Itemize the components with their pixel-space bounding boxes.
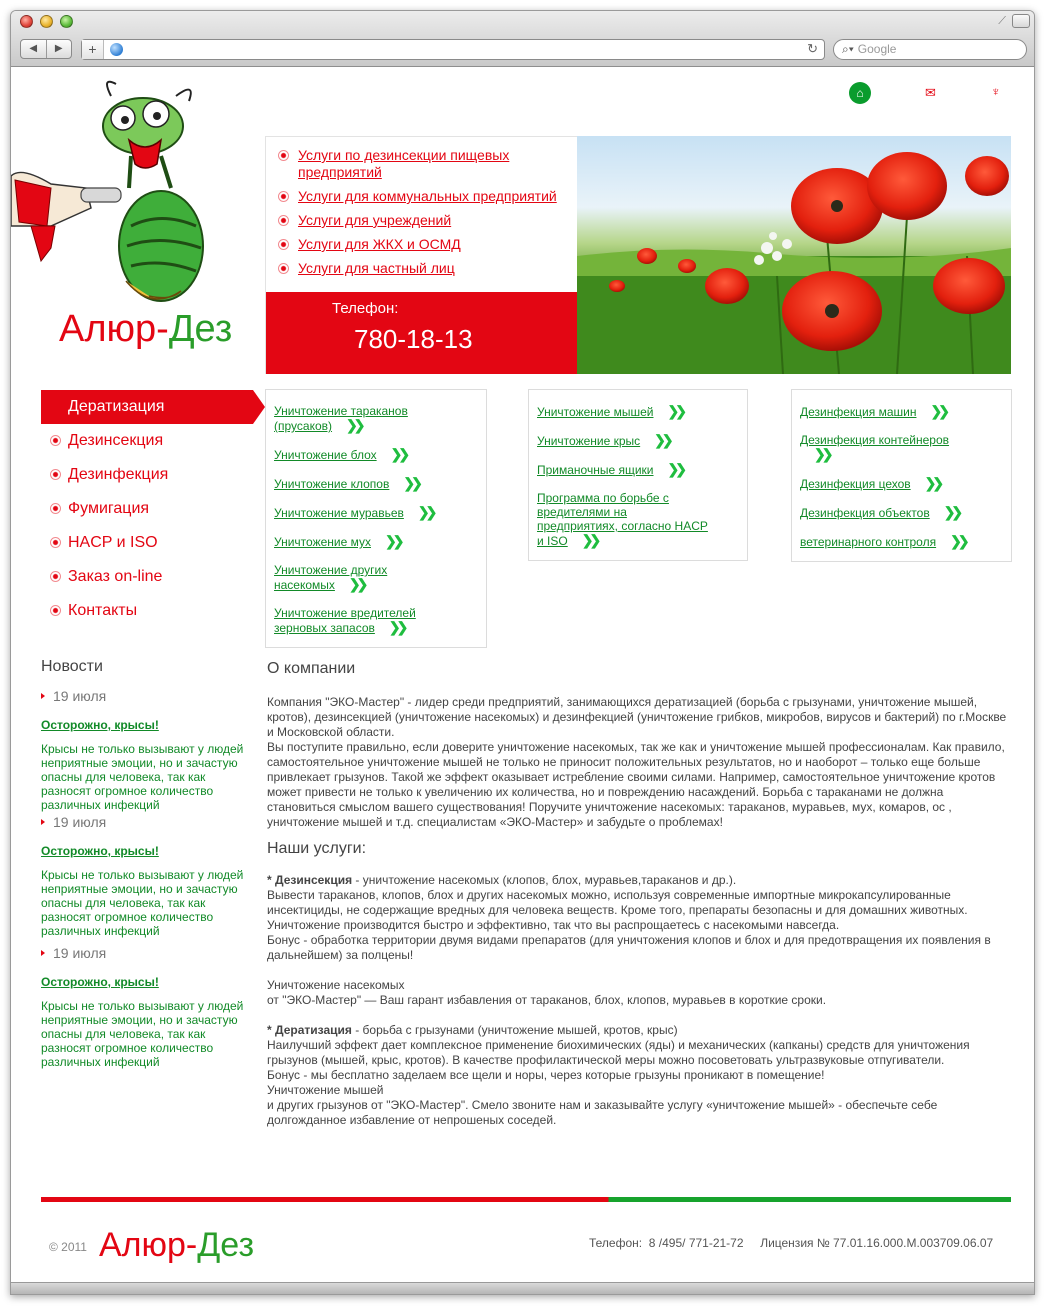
menu-item[interactable] — [41, 526, 253, 560]
news-item — [41, 814, 257, 938]
bullet-icon — [50, 571, 61, 582]
service-link-item — [800, 404, 1003, 419]
double-chevron-icon: ❯❯ — [667, 461, 683, 477]
service-link[interactable]: Уничтожение мух — [274, 535, 371, 549]
news-title: Новости — [41, 658, 103, 675]
logo-red-part: Алюр- — [99, 1226, 198, 1264]
bullet-icon — [50, 605, 61, 616]
logo-red-part: Алюр- — [59, 308, 169, 350]
service-link-item — [537, 491, 739, 548]
service-2-text: Наилучший эффект дает комплексное применение биохимических (яды) и механических (капканы) средств для уничтожения грызунов (мышей, крыс, кротов). В качестве профилактической меры можно посоветовать ультразвуковые отпугиватели. — [267, 1038, 970, 1067]
service-link[interactable]: Услуги для частный лиц — [298, 260, 455, 276]
service-link-item — [274, 505, 478, 520]
poppies-banner-image — [577, 136, 1011, 374]
disinfection-links-box — [791, 389, 1012, 562]
service-2-subtitle: Уничтожение мышей — [267, 1083, 384, 1097]
menu-item-label: Контакты — [68, 602, 138, 619]
toolbar-toggle-button[interactable] — [1012, 14, 1030, 28]
double-chevron-icon: ❯❯ — [943, 504, 960, 520]
double-chevron-icon: ❯❯ — [930, 403, 946, 419]
service-link[interactable]: ветеринарного контроля — [800, 535, 937, 549]
phone-number: 780-18-13 — [354, 324, 473, 354]
rodents-links-box — [528, 389, 748, 561]
service-link[interactable]: Дезинфекция контейнеров — [800, 433, 950, 447]
logo-green-part: Дез — [197, 1226, 255, 1264]
service-1-bonus: Бонус - обработка территории двумя видами препаратов (для уничтожения клопов и блох и для предотвращения их появления в дальнейшем) за полцены! — [267, 933, 991, 962]
double-chevron-icon: ❯❯ — [346, 417, 362, 433]
menu-item[interactable] — [41, 560, 253, 594]
service-link-item — [800, 534, 1003, 549]
add-bookmark-button[interactable]: + — [82, 40, 104, 59]
service-link[interactable]: Уничтожение блох — [274, 448, 377, 462]
footer-logo[interactable] — [99, 1226, 254, 1265]
service-2-name: * Дератизация — [267, 1023, 352, 1037]
news-text: Крысы не только вызывают у людей неприятные эмоции, но и зачастую опасны для человека, так как разносят огромное количество различных инфекций — [41, 868, 244, 938]
bullet-icon — [50, 503, 61, 514]
bullet-icon — [278, 239, 289, 250]
service-link-item — [274, 447, 478, 462]
double-chevron-icon: ❯❯ — [388, 619, 405, 635]
phone-box — [266, 292, 578, 374]
news-headline-link[interactable]: Осторожно, крысы! — [41, 975, 159, 989]
service-1-subtitle: Уничтожение насекомых — [267, 978, 405, 992]
service-link[interactable]: Уничтожение мышей — [537, 405, 654, 419]
menu-item-label: Дезинфекция — [68, 466, 169, 483]
service-link-item — [800, 433, 1003, 462]
menu-item[interactable] — [41, 390, 253, 424]
main-menu — [41, 390, 253, 628]
service-link[interactable]: Услуги по дезинсекции пищевых предприятий — [298, 147, 510, 180]
service-link[interactable]: Дезинфекция машин — [800, 405, 917, 419]
service-item — [278, 260, 567, 277]
menu-item[interactable] — [41, 492, 253, 526]
menu-item[interactable] — [41, 424, 253, 458]
menu-item-label: HACP и ISO — [68, 534, 158, 551]
service-link-item — [537, 462, 739, 477]
browser-status-bar — [11, 1282, 1034, 1294]
about-paragraph-1: Компания "ЭКО-Мастер" - лидер среди предприятий, занимающихся дератизацией (борьба с грызунами, уничтожение мышей, кротов), дезинсекцией (уничтожение насекомых) и дезинфекцией (уничтожение грибков, микробов, вирусов и бактерий) по г.Москве и Московской области. — [267, 695, 1007, 739]
service-link-item — [274, 606, 478, 635]
address-bar[interactable] — [81, 39, 825, 60]
service-link-item — [800, 476, 1003, 491]
back-button[interactable]: ◀ — [21, 40, 47, 58]
bullet-icon — [50, 435, 61, 446]
service-link-item — [537, 433, 739, 448]
bullet-icon — [278, 215, 289, 226]
insects-links-box — [265, 389, 487, 648]
browser-window — [10, 10, 1035, 1295]
about-title: О компании — [267, 660, 356, 677]
site-logo[interactable] — [59, 308, 232, 351]
service-item — [278, 147, 567, 181]
copyright: © 2011 — [49, 1240, 87, 1254]
double-chevron-icon: ❯❯ — [385, 533, 401, 549]
bullet-icon — [278, 191, 289, 202]
service-2-bonus: Бонус - мы бесплатно заделаем все щели и норы, через которые грызуны проникают в помещение! — [267, 1068, 825, 1082]
service-link[interactable]: Уничтожение других насекомых — [274, 563, 388, 592]
menu-item-label: Фумигация — [68, 500, 150, 517]
web-page — [11, 68, 1034, 1282]
service-1-name: * Дезинсекция — [267, 873, 353, 887]
service-link[interactable]: Уничтожение клопов — [274, 477, 390, 491]
service-link[interactable]: Дезинфекция объектов — [800, 506, 930, 520]
search-icon: ⌕▾ — [842, 42, 854, 56]
mascot-illustration — [11, 76, 211, 308]
service-link-item — [800, 505, 1003, 520]
double-chevron-icon: ❯❯ — [348, 576, 365, 592]
service-link[interactable]: Уничтожение тараканов (прусаков) — [274, 404, 408, 433]
service-1-guarantee: от "ЭКО-Мастер" — Ваш гарант избавления от тараканов, блох, клопов, муравьев в короткие сроки. — [267, 993, 827, 1007]
bullet-icon — [278, 263, 289, 274]
sitemap-icon[interactable]: ♆ — [991, 84, 1001, 99]
double-chevron-icon: ❯❯ — [417, 504, 434, 520]
service-item — [278, 212, 567, 229]
about-paragraph-2: Вы поступите правильно, если доверите уничтожение насекомых, так же как и уничтожение мышей профессионалам. Как правило, самостоятельное уничтожение мышей не только не приносит положительных результатов, но и наоборот – только еще больше привлекает грызунов. Такой же эффект оказывает истребление своими силами. Например, самостоятельное уничтожение кротов может привести не только к увеличению их количества, но и повреждению насаждений. Борьба с тараканами не должна становиться смыслом вашего существования! Поручите уничтожение насекомых: тараканов, муравьев, мух, комаров, ос , уничтожение мышей и т.д. специалистам «ЭКО-Мастер» и забудьте о проблемах! — [267, 740, 1005, 829]
logo-green-part: Дез — [168, 308, 233, 350]
browser-toolbar — [11, 11, 1034, 67]
about-section — [267, 660, 1015, 830]
footer-divider — [41, 1197, 1011, 1202]
service-1-line — [267, 873, 1015, 888]
news-item — [41, 688, 257, 812]
menu-item[interactable] — [41, 458, 253, 492]
menu-item[interactable] — [41, 594, 253, 628]
footer-contacts: Телефон: 8 /495/ 771-21-72 Лицензия № 77.01.16.000.М.003709.06.07 — [589, 1236, 994, 1250]
resize-icon: ⟋ — [998, 15, 1006, 27]
forward-button[interactable]: ▶ — [54, 43, 63, 54]
service-link[interactable]: Услуги для ЖКХ и ОСМД — [298, 236, 461, 252]
double-chevron-icon: ❯❯ — [403, 475, 419, 491]
globe-icon — [110, 43, 123, 56]
news-text: Крысы не только вызывают у людей неприятные эмоции, но и зачастую опасны для человека, так как разносят огромное количество различных инфекций — [41, 742, 244, 812]
service-1-text: Вывести тараканов, клопов, блох и других насекомых можно, используя современные импортные микрокапсулированные инсектициды, не содержащие вредных для человека веществ. Кроме того, препараты безопасны и для домашних животных. Уничтожение производится быстро и эффективно, так что вы распрощаетесь с насекомыми навсегда. — [267, 888, 968, 932]
services-box — [265, 136, 577, 374]
service-link[interactable]: Уничтожение вредителей зерновых запасов — [274, 606, 416, 635]
news-headline-link[interactable]: Осторожно, крысы! — [41, 718, 159, 732]
service-1-desc: - уничтожение насекомых (клопов, блох, муравьев,тараканов и др.). — [352, 873, 737, 887]
double-chevron-icon: ❯❯ — [654, 432, 670, 448]
service-link-item — [537, 404, 739, 419]
service-link[interactable]: Услуги для коммунальных предприятий — [298, 188, 557, 204]
search-placeholder: Google — [857, 42, 897, 56]
close-window-button[interactable] — [20, 15, 33, 28]
service-item — [278, 188, 567, 205]
service-link[interactable]: Услуги для учреждений — [298, 212, 452, 228]
service-2-desc: - борьба с грызунами (уничтожение мышей, кротов, крыс) — [351, 1023, 678, 1037]
double-chevron-icon: ❯❯ — [581, 532, 598, 548]
news-date: 19 июля — [41, 814, 257, 830]
news-text: Крысы не только вызывают у людей неприятные эмоции, но и зачастую опасны для человека, так как разносят огромное количество различных инфекций — [41, 999, 244, 1069]
service-link-item — [274, 476, 478, 491]
news-item — [41, 945, 257, 1069]
our-services-section — [267, 840, 1015, 1128]
news-date: 19 июля — [41, 688, 257, 704]
history-nav — [20, 39, 72, 59]
phone-label: Телефон: — [332, 300, 399, 317]
double-chevron-icon: ❯❯ — [814, 446, 830, 462]
service-link-item — [274, 563, 478, 592]
menu-item-label: Дезинсекция — [68, 432, 164, 449]
service-link[interactable]: Дезинфекция цехов — [800, 477, 911, 491]
menu-item-label: Дератизация — [68, 398, 165, 415]
service-item — [278, 236, 567, 253]
double-chevron-icon: ❯❯ — [950, 533, 966, 549]
bullet-icon — [278, 150, 289, 161]
menu-item-label: Заказ on-line — [68, 568, 163, 585]
service-link[interactable]: Уничтожение муравьев — [274, 506, 404, 520]
search-input[interactable] — [833, 39, 1027, 60]
home-icon[interactable]: ⌂ — [849, 82, 871, 104]
news-date: 19 июля — [41, 945, 257, 961]
bullet-icon — [50, 469, 61, 480]
service-link-item — [274, 404, 478, 433]
reload-icon[interactable]: ↻ — [807, 41, 818, 56]
bullet-icon — [50, 537, 61, 548]
double-chevron-icon: ❯❯ — [924, 475, 941, 491]
service-link[interactable]: Программа по борьбе с вредителями на предприятиях, согласно HACP и ISO — [537, 491, 708, 548]
zoom-window-button[interactable] — [60, 15, 73, 28]
top-icons — [849, 82, 1009, 104]
our-services-title: Наши услуги: — [267, 840, 367, 857]
service-2-line — [267, 1023, 1015, 1038]
service-2-call: и других грызунов от "ЭКО-Мастер". Смело звоните нам и заказывайте услугу «уничтожение мышей» - обеспечьте себе долгожданное избавление от непрошеных соседей. — [267, 1098, 938, 1127]
service-link-item — [274, 534, 478, 549]
service-link[interactable]: Приманочные ящики — [537, 463, 654, 477]
double-chevron-icon: ❯❯ — [390, 446, 407, 462]
minimize-window-button[interactable] — [40, 15, 53, 28]
service-link[interactable]: Уничтожение крыс — [537, 434, 641, 448]
news-headline-link[interactable]: Осторожно, крысы! — [41, 844, 159, 858]
mail-icon[interactable]: ✉ — [925, 85, 936, 100]
double-chevron-icon: ❯❯ — [667, 403, 683, 419]
services-list — [266, 137, 577, 277]
